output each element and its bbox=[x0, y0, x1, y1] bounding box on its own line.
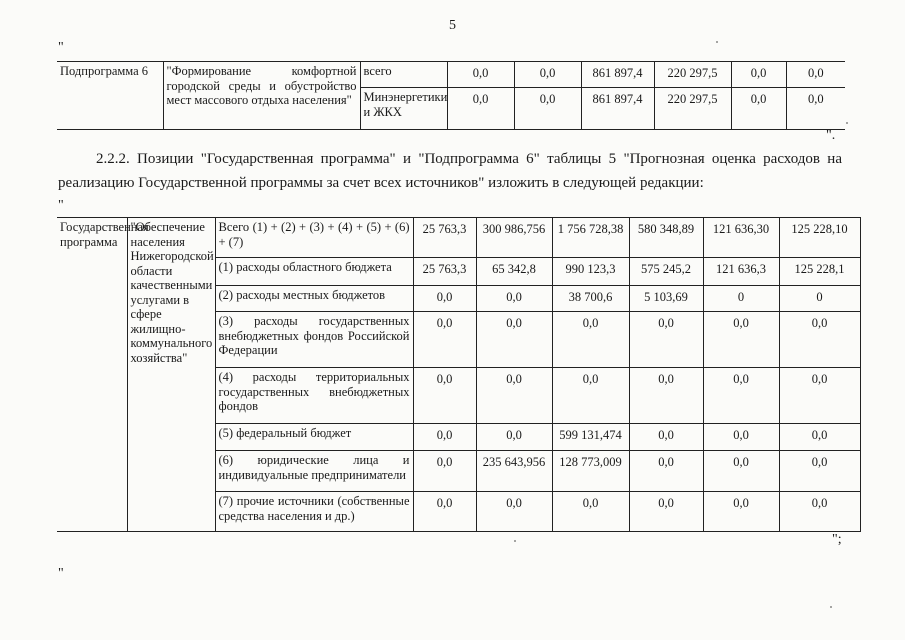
value-cell: 0,0 bbox=[629, 368, 703, 424]
value-cell: 580 348,89 bbox=[629, 218, 703, 258]
value-cell: 5 103,69 bbox=[629, 286, 703, 312]
amendment-paragraph: 2.2.2. Позиции "Государственная программа" и "Подпрограмма 6" таблицы 5 "Прогнозная оценка расходов на реализацию Государственной программы за счет всех источников" изложить в следующей редакции: bbox=[58, 151, 842, 191]
value-cell: 125 228,10 bbox=[779, 218, 860, 258]
value-cell: 0,0 bbox=[629, 424, 703, 451]
value-cell: 0,0 bbox=[413, 312, 476, 368]
value-cell: 65 342,8 bbox=[476, 258, 552, 286]
value-cell: 0,0 bbox=[447, 62, 514, 88]
value-cell: 128 773,009 bbox=[552, 451, 629, 492]
value-cell: 575 245,2 bbox=[629, 258, 703, 286]
value-cell: 599 131,474 bbox=[552, 424, 629, 451]
value-cell: 861 897,4 bbox=[581, 88, 654, 130]
funding-source: Всего (1) + (2) + (3) + (4) + (5) + (6) + (7) bbox=[215, 218, 413, 258]
value-cell: 861 897,4 bbox=[581, 62, 654, 88]
value-cell: 0,0 bbox=[413, 368, 476, 424]
value-cell: 25 763,3 bbox=[413, 218, 476, 258]
value-cell: 0,0 bbox=[514, 88, 581, 130]
value-cell: 0,0 bbox=[779, 368, 860, 424]
value-cell: 0,0 bbox=[779, 492, 860, 532]
funding-source: (6) юридические лица и индивидуальные предприниматели bbox=[215, 451, 413, 492]
value-cell: 0 bbox=[779, 286, 860, 312]
scan-speck bbox=[830, 606, 832, 608]
state-program-table bbox=[57, 217, 861, 532]
value-cell: 0,0 bbox=[413, 286, 476, 312]
value-cell: 0,0 bbox=[779, 451, 860, 492]
value-cell: 235 643,956 bbox=[476, 451, 552, 492]
value-cell: 0,0 bbox=[731, 62, 786, 88]
value-cell: 0,0 bbox=[629, 451, 703, 492]
value-cell: 220 297,5 bbox=[654, 88, 731, 130]
value-cell: 220 297,5 bbox=[654, 62, 731, 88]
funding-source: (4) расходы территориальных государственных внебюджетных фондов bbox=[215, 368, 413, 424]
subprogram-name: "Формирование комфортной городской среды и обустройство мест массового отдыха населения" bbox=[163, 62, 360, 130]
value-cell: 0,0 bbox=[413, 424, 476, 451]
value-cell: 0,0 bbox=[476, 312, 552, 368]
value-cell: 0,0 bbox=[476, 368, 552, 424]
value-cell: 121 636,3 bbox=[703, 258, 779, 286]
value-cell: 125 228,1 bbox=[779, 258, 860, 286]
value-cell: 121 636,30 bbox=[703, 218, 779, 258]
page-number: 5 bbox=[449, 18, 456, 33]
value-cell: 0,0 bbox=[703, 368, 779, 424]
opening-quote: " bbox=[58, 198, 64, 213]
value-cell: 0,0 bbox=[514, 62, 581, 88]
value-cell: 0,0 bbox=[779, 424, 860, 451]
value-cell: 0,0 bbox=[786, 62, 845, 88]
funding-source: (3) расходы государственных внебюджетных фондов Российской Федерации bbox=[215, 312, 413, 368]
value-cell: 0,0 bbox=[786, 88, 845, 130]
funding-source: (7) прочие источники (собственные средства населения и др.) bbox=[215, 492, 413, 532]
closing-quote: ". bbox=[826, 128, 836, 143]
value-cell: 0,0 bbox=[731, 88, 786, 130]
subprogram-6-table bbox=[57, 61, 845, 130]
row-label: Государственная программа bbox=[57, 218, 127, 532]
value-cell: 0,0 bbox=[629, 312, 703, 368]
value-cell: 0,0 bbox=[703, 451, 779, 492]
value-cell: 0,0 bbox=[476, 424, 552, 451]
value-cell: 0,0 bbox=[703, 492, 779, 532]
value-cell: 0,0 bbox=[703, 424, 779, 451]
closing-quote: "; bbox=[832, 532, 842, 547]
scan-speck bbox=[846, 122, 848, 124]
value-cell: 25 763,3 bbox=[413, 258, 476, 286]
funding-source: (2) расходы местных бюджетов bbox=[215, 286, 413, 312]
value-cell: 300 986,756 bbox=[476, 218, 552, 258]
scan-speck bbox=[514, 540, 516, 542]
value-cell: 0,0 bbox=[476, 492, 552, 532]
value-cell: 0,0 bbox=[552, 368, 629, 424]
funding-source: всего bbox=[360, 62, 447, 88]
opening-quote: " bbox=[58, 566, 64, 581]
funding-source: (1) расходы областного бюджета bbox=[215, 258, 413, 286]
scan-speck bbox=[716, 41, 718, 43]
opening-quote: " bbox=[58, 40, 64, 55]
value-cell: 0 bbox=[703, 286, 779, 312]
value-cell: 0,0 bbox=[413, 492, 476, 532]
value-cell: 0,0 bbox=[779, 312, 860, 368]
funding-source: (5) федеральный бюджет bbox=[215, 424, 413, 451]
value-cell: 1 756 728,38 bbox=[552, 218, 629, 258]
value-cell: 0,0 bbox=[476, 286, 552, 312]
funding-source: Минэнергетики и ЖКХ bbox=[360, 88, 447, 130]
value-cell: 38 700,6 bbox=[552, 286, 629, 312]
row-label: Подпрограмма 6 bbox=[57, 62, 163, 130]
value-cell: 0,0 bbox=[552, 492, 629, 532]
value-cell: 990 123,3 bbox=[552, 258, 629, 286]
value-cell: 0,0 bbox=[413, 451, 476, 492]
value-cell: 0,0 bbox=[552, 312, 629, 368]
value-cell: 0,0 bbox=[629, 492, 703, 532]
value-cell: 0,0 bbox=[703, 312, 779, 368]
program-name: "Обеспечение населения Нижегородской области качественными услугами в сфере жилищно-коммунального хозяйства" bbox=[127, 218, 215, 532]
value-cell: 0,0 bbox=[447, 88, 514, 130]
